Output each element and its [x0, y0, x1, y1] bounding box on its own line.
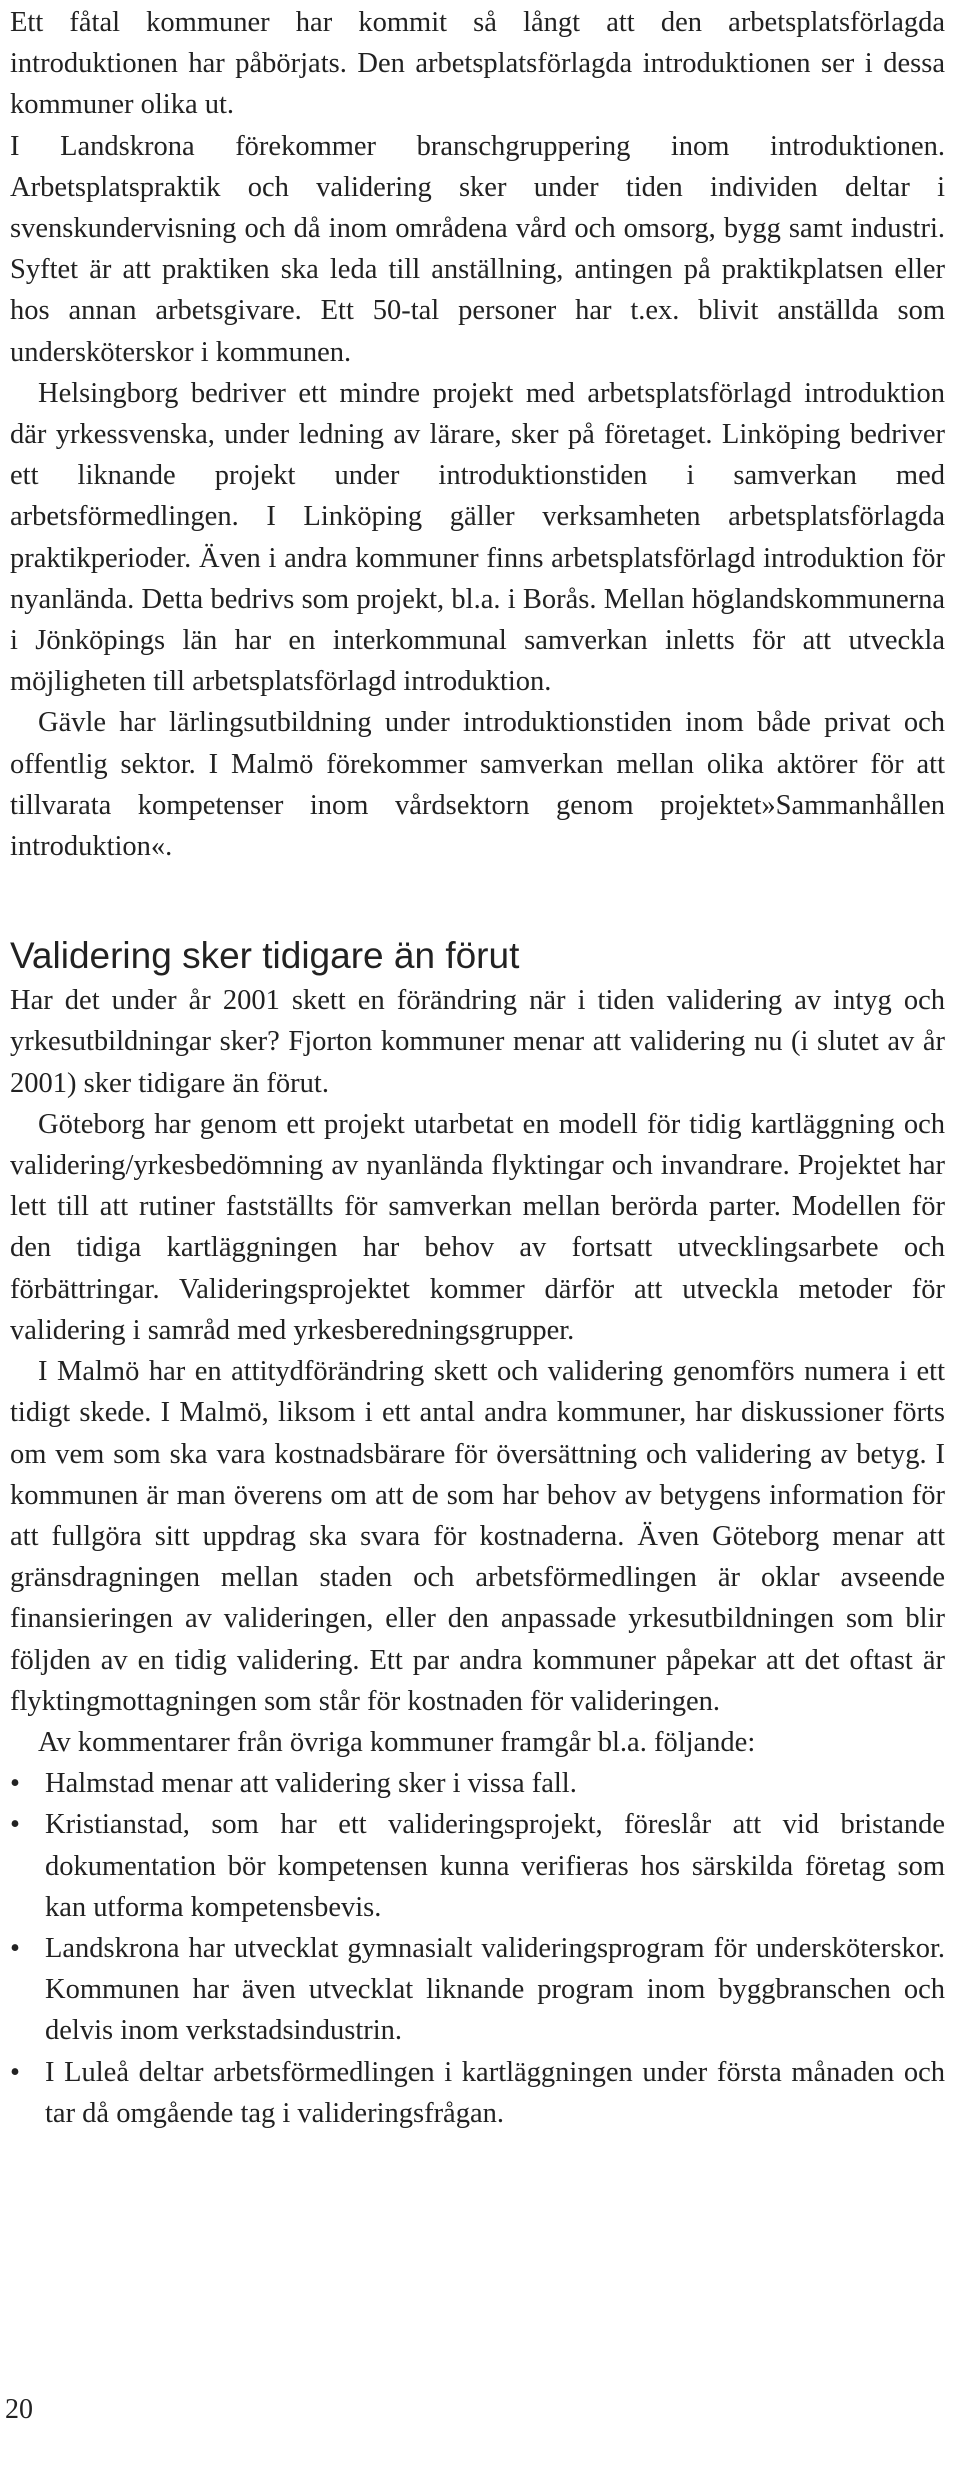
- list-item-text: Kristianstad, som har ett valideringsprojekt, föreslår att vid bristande dokumentation bör kompetensen kunna verifieras hos särskilda företag som kan utforma kompetensbevis.: [45, 1809, 945, 1923]
- paragraph: I Malmö har en attitydförändring skett och validering genomförs numera i ett tidigt skede. I Malmö, liksom i ett antal andra kommuner, har diskussioner förts om vem som ska vara kostnadsbärare för översättning och validering av betyg. I kommunen är man överens om att de som har behov av betygens information för att fullgöra sitt uppdrag ska svara för kostnaderna. Även Göteborg menar att gränsdragningen mellan staden och arbetsförmedlingen är oklar avseende finansieringen av valideringen, eller den anpassade yrkesutbildningen som blir följden av en tidig validering. Ett par andra kommuner påpekar att det oftast är flyktingmottagningen som står för kostnaden för valideringen.: [10, 1356, 945, 1717]
- bullet-icon: •: [10, 1809, 20, 1841]
- page-number: 20: [5, 2394, 33, 2425]
- bullet-list: [10, 1763, 945, 2134]
- list-item-text: Landskrona har utvecklat gymnasialt valideringsprogram för undersköterskor. Kommunen har även utvecklat liknande program inom byggbranschen och delvis inom verkstadsindustrin.: [45, 1932, 945, 2047]
- paragraph: Gävle har lärlingsutbildning under introduktionstiden inom både privat och offentlig sektor. I Malmö förekommer samverkan mellan olika aktörer för att tillvarata kompetenser inom vårdsektorn genom projektet»Sammanhållen introduktion«.: [10, 707, 945, 863]
- bullet-icon: •: [10, 2056, 20, 2088]
- list-item-text: Halmstad menar att validering sker i vissa fall.: [45, 1768, 577, 1800]
- paragraph: Helsingborg bedriver ett mindre projekt med arbetsplatsförlagd introduktion där yrkessvenska, under ledning av lärare, sker på företaget. Linköping bedriver ett liknande projekt under introduktionstiden i samverkan med arbetsförmedlingen. I Linköping gäller verksamheten arbetsplatsförlagda praktikperioder. Även i andra kommuner finns arbetsplatsförlagd introduktion för nyanlända. Detta bedrivs som projekt, bl.a. i Borås. Mellan höglandskommunerna i Jönköpings län har en interkommunal samverkan inletts för att utveckla möjligheten till arbetsplatsförlagd introduktion.: [10, 377, 945, 698]
- list-item: [10, 2052, 945, 2134]
- paragraph: Ett fåtal kommuner har kommit så långt att den arbetsplatsförlagda introduktionen har påbörjats. Den arbetsplatsförlagda introduktionen ser i dessa kommuner olika ut.: [10, 7, 945, 121]
- paragraph: Göteborg har genom ett projekt utarbetat en modell för tidig kartläggning och validering/yrkesbedömning av nyanlända flyktingar och invandrare. Projektet har lett till att rutiner fastställts för samverkan mellan berörda parter. Modellen för den tidiga kartläggningen har behov av fortsatt utvecklingsarbete och förbättringar. Valideringsprojektet kommer därför att utveckla metoder för validering i samråd med yrkesberedningsgrupper.: [10, 1108, 945, 1346]
- list-item: [10, 1763, 945, 1804]
- list-item: [10, 1928, 945, 2052]
- page-body: [10, 2, 945, 2134]
- paragraph: Har det under år 2001 skett en förändring när i tiden validering av intyg och yrkesutbildningar sker? Fjorton kommuner menar att validering nu (i slutet av år 2001) sker tidigare än förut.: [10, 985, 945, 1099]
- paragraph: Av kommentarer från övriga kommuner framgår bl.a. följande:: [38, 1726, 756, 1758]
- bullet-icon: •: [10, 1932, 20, 1964]
- paragraph: I Landskrona förekommer branschgruppering inom introduktionen. Arbetsplatspraktik och validering sker under tiden individen deltar i svenskundervisning och då inom områdena vård och omsorg, bygg samt industri. Syftet är att praktiken ska leda till anställning, antingen på praktikplatsen eller hos annan arbetsgivare. Ett 50-tal personer har t.ex. blivit anställda som undersköterskor i kommunen.: [10, 130, 945, 368]
- list-item-text: I Luleå deltar arbetsförmedlingen i kartläggningen under första månaden och tar då omgående tag i valideringsfrågan.: [45, 2056, 945, 2129]
- list-item: [10, 1804, 945, 1928]
- bullet-icon: •: [10, 1768, 20, 1800]
- section-heading: Validering sker tidigare än förut: [10, 935, 520, 977]
